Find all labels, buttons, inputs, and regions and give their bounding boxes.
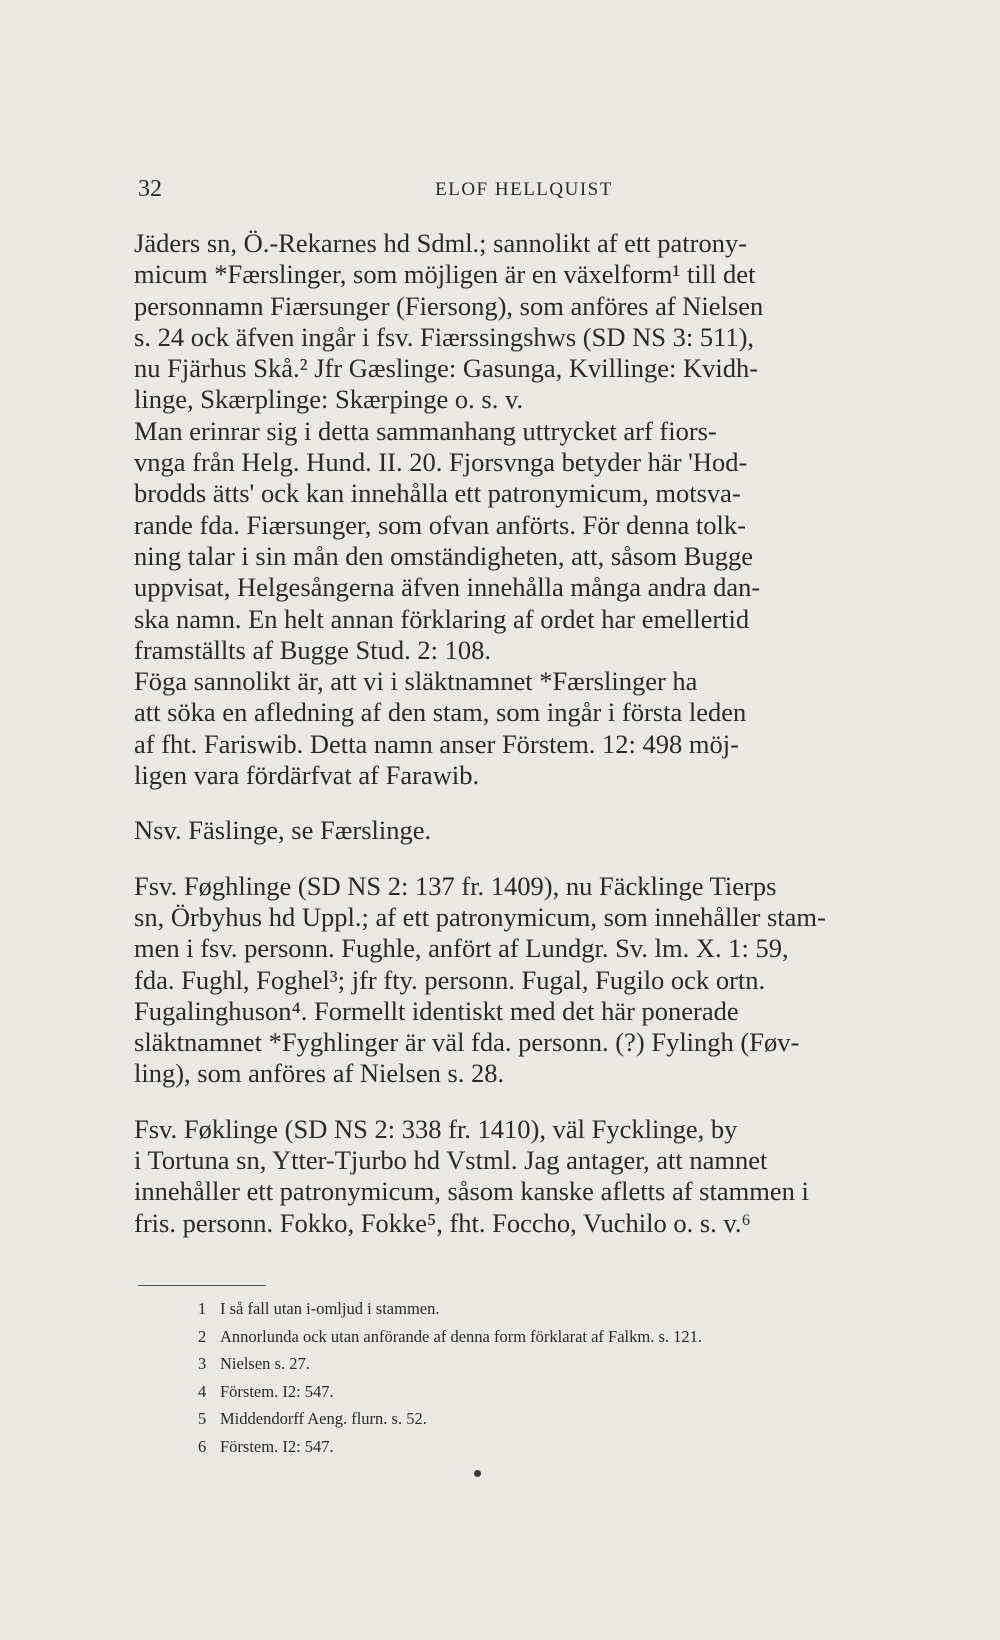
text-line: Fsv. Føghlinge (SD NS 2: 137 fr. 1409), nu Fäcklinge Tierps	[134, 870, 777, 901]
footnote-text: Förstem. I2: 547.	[220, 1436, 334, 1456]
footnote-number: 6	[198, 1436, 207, 1456]
footnote	[198, 1405, 918, 1433]
footnotes	[198, 1295, 918, 1460]
footnote	[198, 1295, 918, 1323]
footnote-text: Middendorff Aeng. flurn. s. 52.	[220, 1409, 427, 1428]
paragraph	[134, 815, 910, 846]
page-header	[138, 176, 910, 206]
body-text	[134, 228, 910, 1239]
text-line: nu Fjärhus Skå.² Jfr Gæslinge: Gasunga, Kvillinge: Kvidh-	[134, 353, 759, 384]
text-line: brodds ätts' ock kan innehålla ett patronymicum, motsva-	[134, 478, 741, 509]
text-line: af fht. Fariswib. Detta namn anser Förstem. 12: 498 möj-	[134, 728, 739, 759]
text-line: Jäders sn, Ö.-Rekarnes hd Sdml.; sannolikt af ett patrony-	[134, 228, 748, 258]
text-line: Nsv. Fäslinge, se Færslinge.	[134, 815, 432, 846]
footnote-text: Annorlunda ock utan anförande af denna form förklarat af Falkm. s. 121.	[220, 1326, 703, 1346]
footnote-number: 5	[198, 1409, 207, 1428]
paragraph	[134, 1114, 910, 1239]
paragraph-gap	[134, 791, 910, 815]
text-line: släktnamnet *Fyghlinger är väl fda. personn. (?) Fylingh (Føv-	[134, 1027, 800, 1058]
paragraph	[134, 871, 910, 1090]
footnote	[198, 1433, 918, 1461]
footnote-text: I så fall utan i-omljud i stammen.	[220, 1299, 440, 1318]
text-line: sn, Örbyhus hd Uppl.; af ett patronymicum, som innehåller stam-	[134, 901, 826, 932]
footnote	[198, 1323, 918, 1351]
text-line: Fugalinghuson⁴. Formellt identiskt med det här ponerade	[134, 995, 739, 1026]
footnote-number: 4	[198, 1381, 207, 1401]
text-line: ska namn. En helt annan förklaring af ordet har emellertid	[134, 603, 750, 634]
text-line: ning talar i sin mån den omständigheten, att, såsom Bugge	[134, 540, 753, 571]
text-line: linge, Skærplinge: Skærpinge o. s. v.	[134, 384, 524, 415]
text-line: Man erinrar sig i detta sammanhang uttrycket arf fiors-	[134, 415, 717, 446]
text-line: micum *Færslinger, som möjligen är en växelform¹ till det	[134, 259, 756, 290]
text-line: uppvisat, Helgesångerna äfven innehålla många andra dan-	[134, 572, 761, 603]
text-line: Fsv. Føklinge (SD NS 2: 338 fr. 1410), väl Fycklinge, by	[134, 1113, 738, 1144]
text-line: i Tortuna sn, Ytter-Tjurbo hd Vstml. Jag antager, att namnet	[134, 1145, 768, 1176]
text-line: vnga från Helg. Hund. II. 20. Fjorsvnga betyder här 'Hod-	[134, 447, 748, 478]
running-title: ELOF HELLQUIST	[435, 179, 613, 200]
footnote-text: Förstem. I2: 547.	[220, 1381, 334, 1401]
page-number: 32	[138, 176, 162, 202]
footnote	[198, 1350, 918, 1378]
footnote-text: Nielsen s. 27.	[220, 1354, 310, 1373]
text-line: ling), som anföres af Nielsen s. 28.	[134, 1058, 505, 1089]
paragraph-gap	[134, 847, 910, 871]
footnote-number: 3	[198, 1354, 207, 1373]
text-line: rande fda. Fiærsunger, som ofvan anförts. För denna tolk-	[134, 509, 746, 540]
paragraph-gap	[134, 1090, 910, 1114]
paragraph	[134, 228, 910, 791]
text-line: ligen vara fördärfvat af Farawib.	[134, 760, 480, 791]
text-line: men i fsv. personn. Fughle, anfört af Lundgr. Sv. lm. X. 1: 59,	[134, 933, 789, 964]
footnote-rule	[138, 1285, 266, 1286]
text-line: innehåller ett patronymicum, såsom kanske afletts af stammen i	[134, 1176, 809, 1207]
text-line: fda. Fughl, Foghel³; jfr fty. personn. Fugal, Fugilo ock ortn.	[134, 964, 766, 995]
footnote-number: 1	[198, 1299, 207, 1318]
text-line: att söka en afledning af den stam, som ingår i första leden	[134, 697, 747, 728]
text-line: fris. personn. Fokko, Fokke⁵, fht. Foccho, Vuchilo o. s. v.⁶	[134, 1207, 751, 1238]
text-line: framställts af Bugge Stud. 2: 108.	[134, 634, 491, 665]
text-line: s. 24 ock äfven ingår i fsv. Fiærssingshws (SD NS 3: 511),	[134, 321, 755, 352]
text-line: personnamn Fiærsunger (Fiersong), som anföres af Nielsen	[134, 290, 764, 321]
footnote	[198, 1378, 918, 1406]
text-line: Föga sannolikt är, att vi i släktnamnet *Færslinger ha	[134, 666, 698, 697]
ink-dot	[474, 1470, 481, 1477]
footnote-number: 2	[198, 1326, 207, 1346]
